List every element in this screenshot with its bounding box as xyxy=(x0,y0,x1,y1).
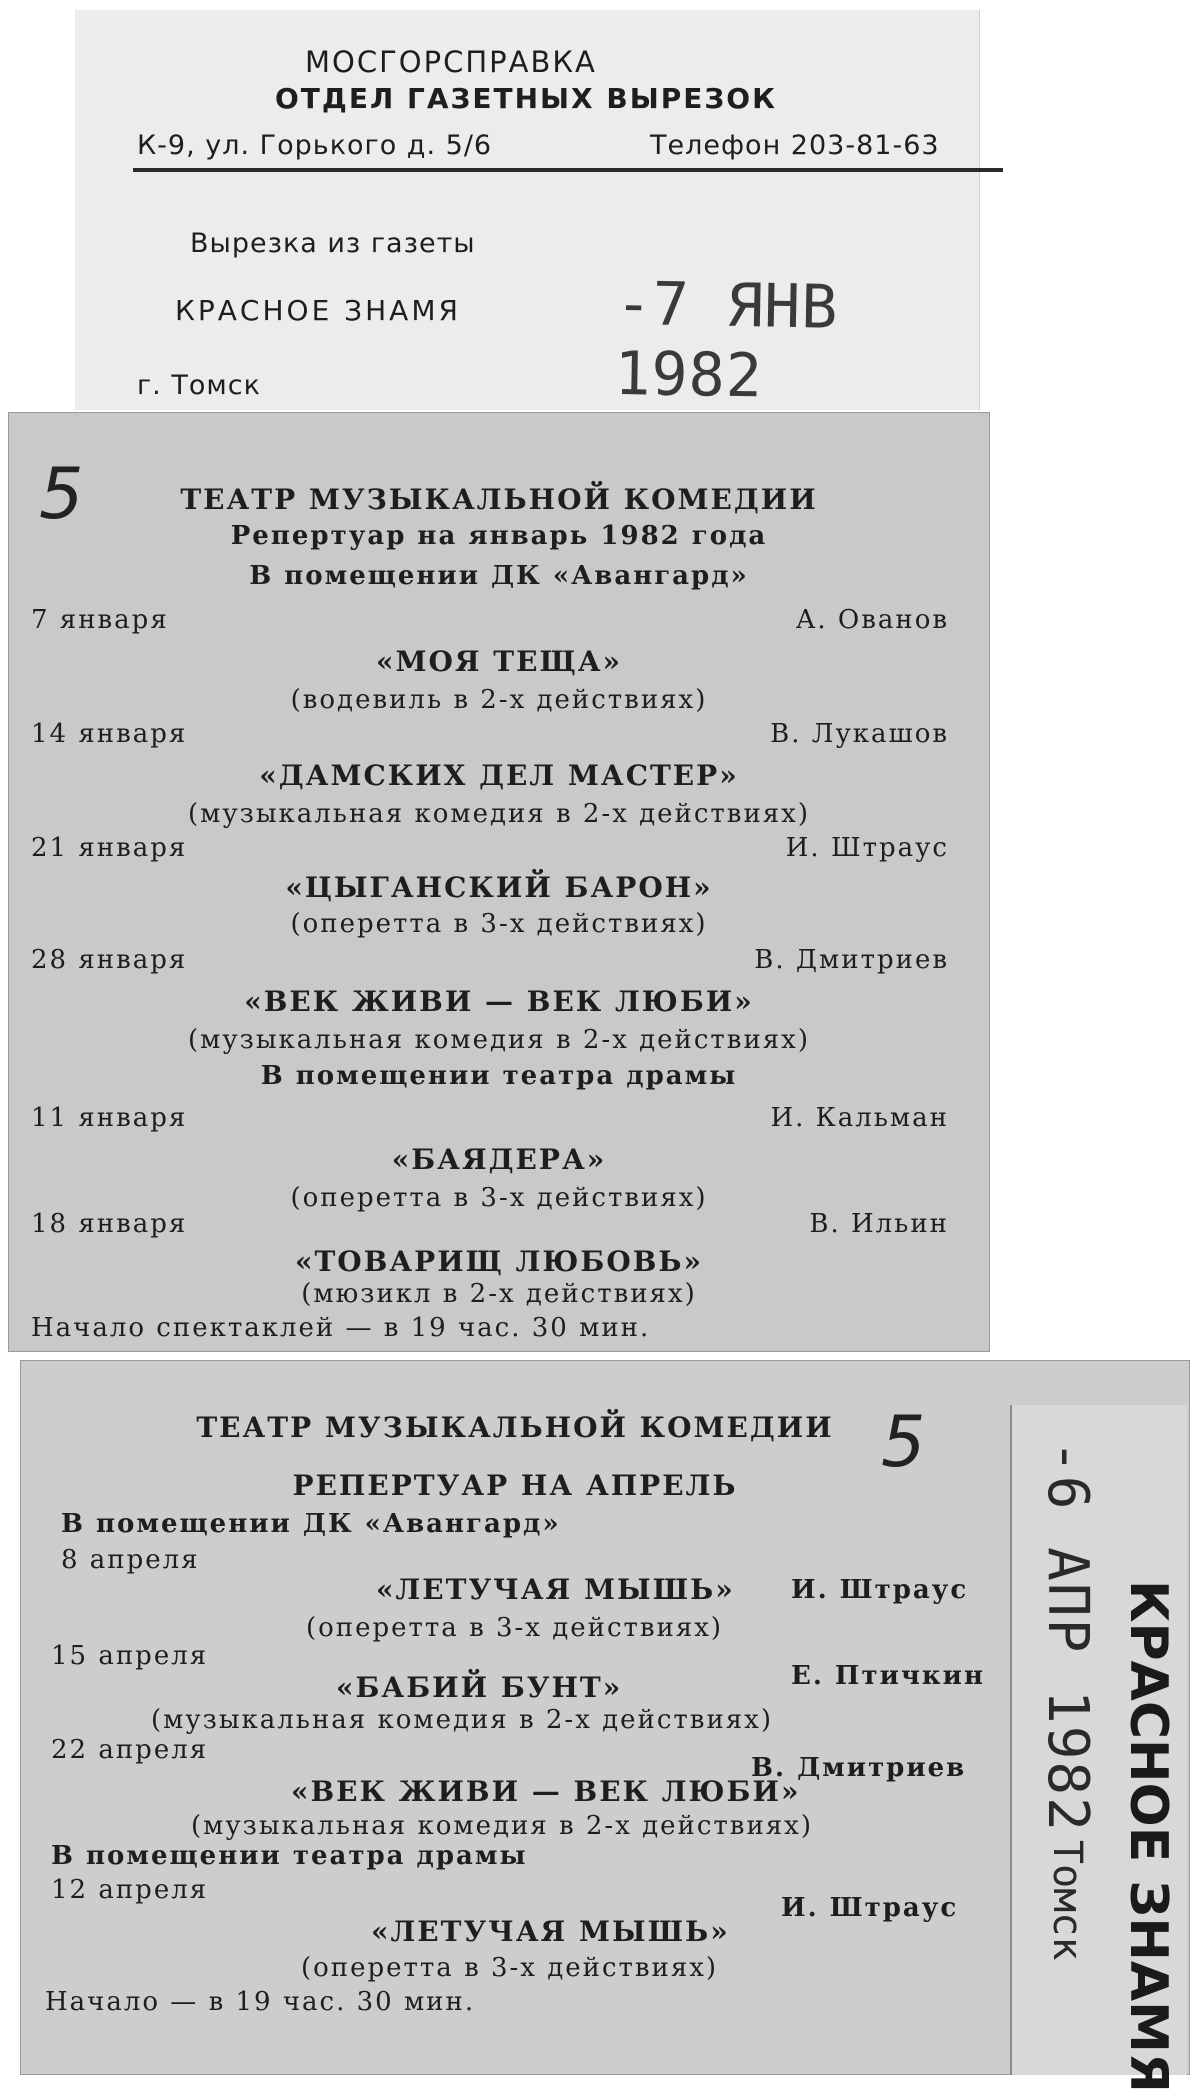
venue-heading-drama: В помещении театра драмы xyxy=(260,1061,738,1091)
performance-author: И. Кальман xyxy=(770,1103,949,1133)
repertoire-subtitle: РЕПЕРТУАР НА АПРЕЛЬ xyxy=(292,1469,738,1502)
performance-author: И. Штраус xyxy=(785,833,949,863)
play-title: «ЛЕТУЧАЯ МЫШЬ» xyxy=(371,1915,730,1948)
play-genre: (водевиль в 2-х действиях) xyxy=(290,685,708,715)
performance-author: В. Ильин xyxy=(809,1209,949,1239)
bureau-phone: Телефон 203-81-63 xyxy=(650,130,940,161)
performance-date: 7 января xyxy=(31,605,169,635)
performance-date: 8 апреля xyxy=(61,1545,200,1575)
play-title: «ЛЕТУЧАЯ МЫШЬ» xyxy=(376,1573,735,1606)
play-genre: (музыкальная комедия в 2-х действиях) xyxy=(188,1025,810,1055)
play-genre: (мюзикл в 2-х действиях) xyxy=(301,1279,697,1309)
performance-date: 21 января xyxy=(31,833,188,863)
play-genre: (оперетта в 3-х действиях) xyxy=(290,909,708,939)
performance-author: А. Ованов xyxy=(795,605,949,635)
play-title: «ВЕК ЖИВИ — ВЕК ЛЮБИ» xyxy=(244,985,754,1018)
start-time-note: Начало — в 19 час. 30 мин. xyxy=(45,1987,476,2017)
performance-author: И. Штраус xyxy=(791,1575,969,1605)
performance-author: В. Дмитриев xyxy=(754,945,949,975)
performance-author: В. Дмитриев xyxy=(751,1753,967,1783)
handwritten-mark: 5 xyxy=(39,453,86,535)
venue-heading-drama: В помещении театра драмы xyxy=(51,1841,528,1871)
theater-title: ТЕАТР МУЗЫКАЛЬНОЙ КОМЕДИИ xyxy=(196,1411,834,1444)
handwritten-mark: 5 xyxy=(881,1401,928,1483)
performance-date: 28 января xyxy=(31,945,188,975)
play-title: «ДАМСКИХ ДЕЛ МАСТЕР» xyxy=(259,759,739,792)
play-genre: (оперетта в 3-х действиях) xyxy=(290,1183,708,1213)
newspaper-city: г. Томск xyxy=(137,370,261,401)
play-title: «БАЯДЕРА» xyxy=(391,1143,607,1176)
performance-date: 22 апреля xyxy=(51,1735,209,1765)
play-title: «ЦЫГАНСКИЙ БАРОН» xyxy=(285,871,713,904)
department-name: ОТДЕЛ ГАЗЕТНЫХ ВЫРЕЗОК xyxy=(275,82,777,115)
side-city-stamp: Томск xyxy=(1044,1840,1090,1961)
performance-date: 14 января xyxy=(31,719,188,749)
play-title: «ВЕК ЖИВИ — ВЕК ЛЮБИ» xyxy=(291,1775,801,1808)
performance-date: 12 апреля xyxy=(51,1875,209,1905)
play-title: «МОЯ ТЕЩА» xyxy=(375,645,622,678)
play-genre: (музыкальная комедия в 2-х действиях) xyxy=(188,799,810,829)
january-repertoire-clipping xyxy=(8,412,990,1352)
performance-author: В. Лукашов xyxy=(770,719,949,749)
play-genre: (музыкальная комедия в 2-х действиях) xyxy=(191,1811,813,1841)
performance-date: 11 января xyxy=(31,1103,188,1133)
side-date-stamp: -6 АПР 1982 xyxy=(1035,1440,1100,1833)
theater-title: ТЕАТР МУЗЫКАЛЬНОЙ КОМЕДИИ xyxy=(180,483,818,516)
repertoire-subtitle: Репертуар на январь 1982 года xyxy=(230,521,768,551)
date-stamp: -7 ЯНВ 1982 xyxy=(613,268,839,412)
clip-source-label: Вырезка из газеты xyxy=(190,228,476,259)
clipping-service-label xyxy=(75,10,980,410)
play-title: «БАБИЙ БУНТ» xyxy=(336,1671,623,1704)
play-genre: (оперетта в 3-х действиях) xyxy=(306,1613,724,1643)
side-newspaper-stamp: КРАСНОЕ ЗНАМЯ xyxy=(1118,1580,1178,2093)
bureau-name: МОСГОРСПРАВКА xyxy=(305,45,597,79)
play-genre: (оперетта в 3-х действиях) xyxy=(301,1953,719,1983)
bureau-address: К-9, ул. Горького д. 5/6 xyxy=(137,130,493,161)
performance-date: 18 января xyxy=(31,1209,188,1239)
performance-date: 15 апреля xyxy=(51,1641,209,1671)
header-rule xyxy=(133,168,1003,172)
performance-author: Е. Птичкин xyxy=(791,1661,985,1691)
start-time-note: Начало спектаклей — в 19 час. 30 мин. xyxy=(31,1313,651,1343)
venue-heading-avangard: В помещении ДК «Авангард» xyxy=(249,561,749,591)
newspaper-name: КРАСНОЕ ЗНАМЯ xyxy=(175,294,461,327)
play-title: «ТОВАРИЩ ЛЮБОВЬ» xyxy=(294,1245,704,1278)
venue-heading-avangard: В помещении ДК «Авангард» xyxy=(61,1509,561,1539)
performance-author: И. Штраус xyxy=(781,1893,959,1923)
play-genre: (музыкальная комедия в 2-х действиях) xyxy=(151,1705,773,1735)
